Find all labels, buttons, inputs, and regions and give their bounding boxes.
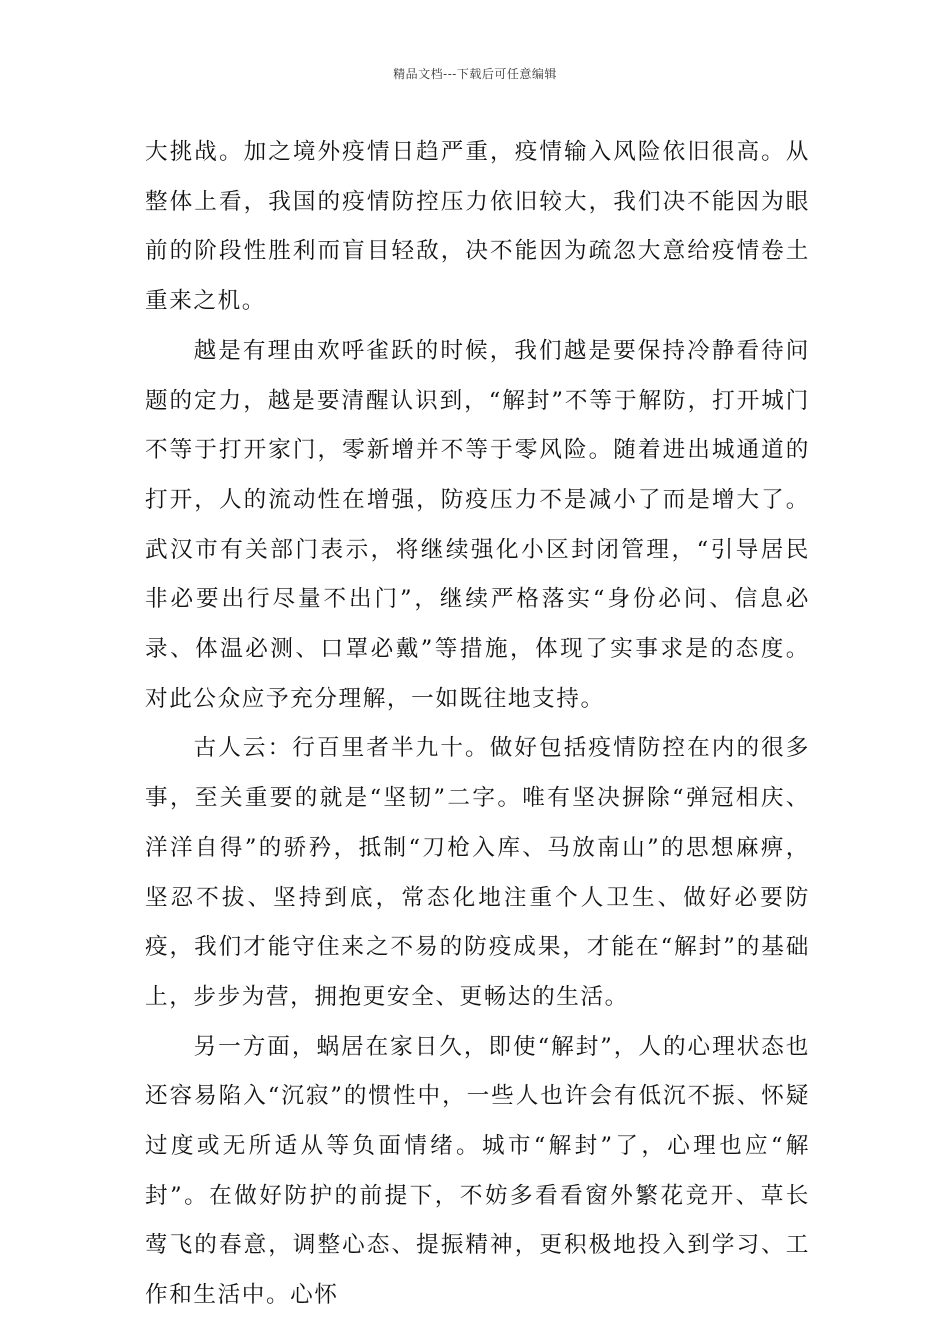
paragraph: 古人云：行百里者半九十。做好包括疫情防控在内的很多事，至关重要的就是“坚韧”二字。唯有坚决摒除“弹冠相庆、洋洋自得”的骄矜，抵制“刀枪入库、马放南山”的思想麻痹，坚忍不拔、坚持到底，常态化地注重个人卫生、做好必要防疫，我们才能守住来之不易的防疫成果，才能在“解封”的基础上，步步为营，拥抱更安全、更畅达的生活。 (145, 735, 810, 1010)
paragraph: 越是有理由欢呼雀跃的时候，我们越是要保持冷静看待问题的定力，越是要清醒认识到，“解封”不等于解防，打开城门不等于打开家门，零新增并不等于零风险。随着进出城通道的打开，人的流动性在增强，防疫压力不是减小了而是增大了。武汉市有关部门表示，将继续强化小区封闭管理，“引导居民非必要出行尽量不出门”，继续严格落实“身份必问、信息必录、体温必测、口罩必戴”等措施，体现了实事求是的态度。对此公众应予充分理解，一如既往地支持。 (145, 337, 810, 712)
paragraph-continuation: 大挑战。加之境外疫情日趋严重，疫情输入风险依旧很高。从整体上看，我国的疫情防控压力依旧较大，我们决不能因为眼前的阶段性胜利而盲目轻敌，决不能因为疏忽大意给疫情卷土重来之机。 (145, 139, 810, 315)
paragraph: 另一方面，蜗居在家日久，即使“解封”，人的心理状态也还容易陷入“沉寂”的惯性中，一些人也许会有低沉不振、怀疑过度或无所适从等负面情绪。城市“解封”了，心理也应“解封”。在做好防护的前提下，不妨多看看窗外繁花竞开、草长莺飞的春意，调整心态、提振精神，更积极地投入到学习、工作和生活中。心怀 (145, 1033, 810, 1309)
page-header: 精品文档---下载后可任意编辑 (393, 67, 557, 81)
document-body (145, 128, 810, 1321)
